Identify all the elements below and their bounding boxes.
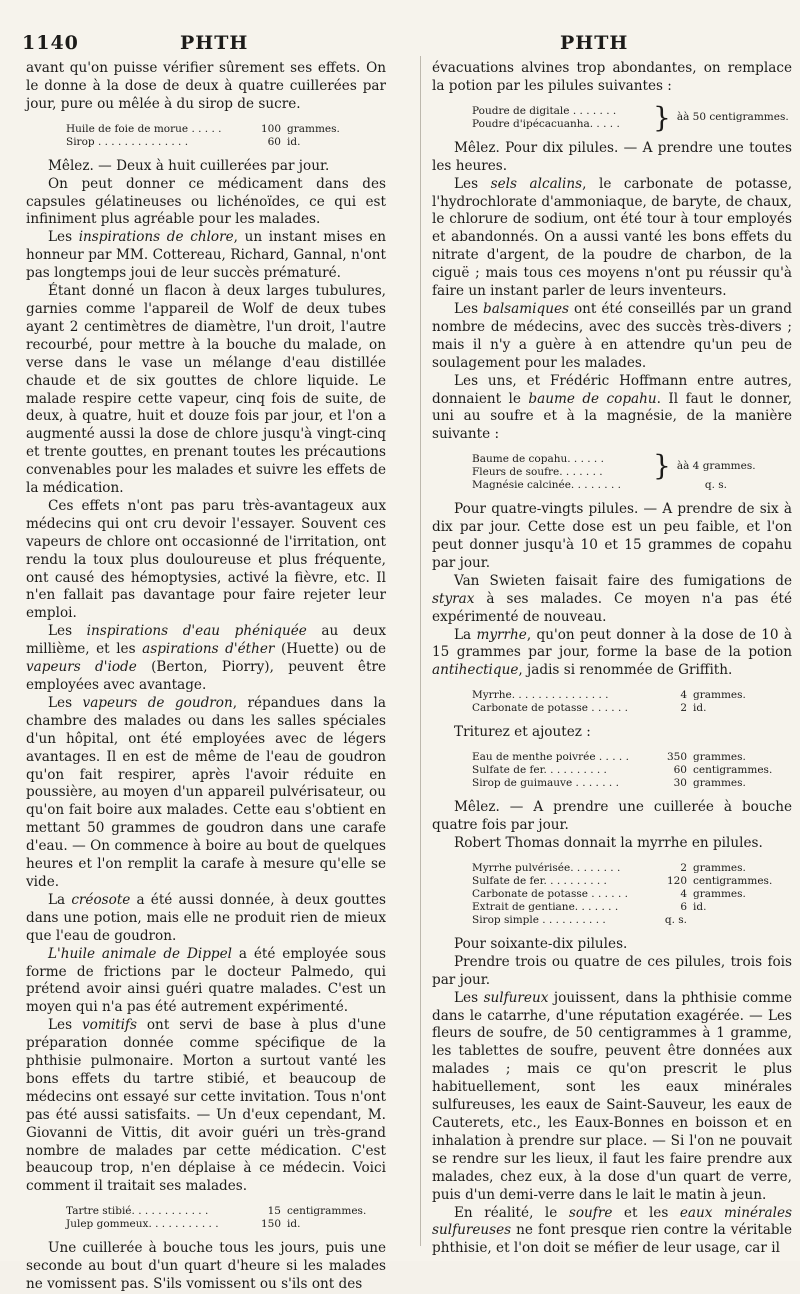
formula-dose: àà 4 grammes. [676,459,756,472]
formula-row: Extrait de gentiane. . . . . . . 6 id. [472,900,707,913]
formula-row: Sirop simple . . . . . . . . . . q. s. [472,913,687,926]
paragraph: En réalité, le soufre et les eaux minérales sulfureuses ne font presque rien contre la véritable phthisie, et l'on doit se méfier de leur usage, car il [432,1204,792,1257]
formula-tartar-emetic [66,1205,386,1231]
paragraph: Prendre trois ou quatre de ces pilules, trois fois par jour. [432,953,792,988]
paragraph: Les vomitifs ont servi de base à plus d'une préparation donnée comme spécifique de la phthisie pulmonaire. Morton a surtout vanté les bons effets du tartre stibié, et beaucoup de médecins ont essayé sur cette invitation. Tous n'ont pas été aussi satisfaits. — Un d'eux cependant, M. Giovanni de Vittis, dit avoir guéri un très-grand nombre de malades par cette médication. C'est beaucoup trop, n'en déplaise à ce médecin. Voici comment il traitait ses malades. [26,1017,386,1195]
formula-row: Carbonate de potasse . . . . . . 2 id. [472,702,707,715]
paragraph: Les inspirations de chlore, un instant mises en honneur par MM. Cottereau, Richard, Gannal, n'ont pas longtemps joui de leur succès prématuré. [26,229,386,282]
paragraph: Pour quatre-vingts pilules. — A prendre de six à dix par jour. Cette dose est un peu faible, et l'on peut donner jusqu'à 10 et 15 grammes de copahu par jour. [432,501,792,571]
paragraph: Étant donné un flacon à deux larges tubulures, garnies comme l'appareil de Wolf de deux tubes ayant 2 centimètres de diamètre, l'un droit, l'autre recourbé, pour mettre à la bouche du malade, on verse dans le vase un mélange d'eau distillée chaude et de six gouttes de chlore liquide. Le malade respire cette vapeur, cinq fois de suite, de deux, à quatre, huit et douze fois par jour, et l'on a augmenté aussi la dose de chlore jusqu'à vingt-cinq et trente gouttes, en prenant toutes les précautions convenables pour les malades et suivre les effets de la médication. [26,283,386,497]
paragraph: La créosote a été aussi donnée, à deux gouttes dans une potion, mais elle ne produit rien de mieux que l'eau de goudron. [26,891,387,944]
formula-cod-liver-oil [66,123,386,149]
column-divider [420,56,421,1246]
formula-row: Magnésie calcinée. . . . . . . . q. s. [472,479,727,492]
formula-row: Tartre stibié. . . . . . . . . . . . 15 centigrammes. [66,1205,367,1218]
brace-glyph: } [653,100,671,134]
formula-mint-water [472,751,792,790]
formula-row: Sirop . . . . . . . . . . . . . . 60 id. [66,135,301,148]
paragraph: Les balsamiques ont été conseillés par un grand nombre de médecins, avec des succès très-divers ; mais il n'y a guère à en attendre qu'un peu de soulagement pour les malades. [432,300,793,371]
formula-row: Sulfate de fer. . . . . . . . . . 60 centigrammes. [472,764,773,777]
paragraph: Pour soixante-dix pilules. [454,935,628,952]
formula-row: Carbonate de potasse . . . . . . 4 grammes. [472,887,746,900]
paragraph: Mêlez. — A prendre une cuillerée à bouche quatre fois par jour. [432,799,792,834]
formula-row: Eau de menthe poivrée . . . . . 350 grammes. [472,751,746,764]
paragraph: Mêlez. — Deux à huit cuillerées par jour. [48,157,330,174]
paragraph: avant qu'on puisse vérifier sûrement ses effets. On le donne à la dose de deux à quatre cuillerées par jour, pure ou mêlée à du sirop de sucre. [26,60,386,112]
formula-row: Huile de foie de morue . . . . . 100 grammes. [66,122,340,135]
formula-ingredient: Baume de copahu. . . . . . [472,453,604,466]
paragraph: Les sels alcalins, le carbonate de potasse, l'hydrochlorate d'ammoniaque, de baryte, de chaux, le chlorure de sodium, ont été tour à tour employés et abandonnés. On a aussi vanté les bons effets du nitrate d'argent, de la poudre de charbon, de la ciguë ; mais tous ces moyens n'ont pu réussir qu'à faire un instant parler de leurs inventeurs. [432,175,793,300]
paragraph: Les sulfureux jouissent, dans la phthisie comme dans le catarrhe, d'une réputation exagérée. — Les fleurs de soufre, de 50 centigrammes à 1 gramme, les tablettes de soufre, peuvent être données aux malades ; mais ce qu'on prescrit le plus habituellement, sont les eaux minérales sulfureuses, les eaux de Saint-Sauveur, les eaux de Cauterets, etc., les Eaux-Bonnes en boisson et en inhalation à prendre sur place. — Si l'on ne pouvait se rendre sur les lieux, il faut les faire prendre aux malades, chez eux, à la dose d'un quart de verre, puis d'un demi-verre dans le lait le matin à jeun. [432,989,792,1203]
paragraph: La myrrhe, qu'on peut donner à la dose de 10 à 15 grammes par jour, forme la base de la potion antihectique, jadis si renommée de Griffith. [432,626,792,679]
formula-row: Sirop de guimauve . . . . . . . 30 grammes. [472,777,746,790]
formula-copaiba [472,449,792,492]
paragraph: Les inspirations d'eau phéniquée au deux millième, et les aspirations d'éther (Huette) ou de vapeurs d'iode (Berton, Piorry), peuvent être employées avec avantage. [26,623,387,693]
brace-glyph: } [653,449,671,483]
paragraph: Ces effets n'ont pas paru très-avantageux aux médecins qui ont cru devoir l'essayer. Souvent ces vapeurs de chlore ont occasionné de l'irritation, ont rendu la toux plus douloureuse et plus fréquente, ont causé des hémoptysies, activé la fièvre, etc. Il n'en fallait pas davantage pour faire rejeter leur emploi. [26,497,386,622]
formula-ingredient: Poudre de digitale . . . . . . . [472,104,617,117]
paragraph: Les vapeurs de goudron, répandues dans la chambre des malades ou dans les salles spéciales d'un hôpital, ont été employées avec de légers avantages. Il en est de même de l'eau de goudron qu'on fait respirer, après l'avoir réduite en poussière, au moyen d'un appareil pulvérisateur, ou qu'on fait boire aux malades. Cette eau s'obtient en mettant 50 grammes de goudron dans une carafe d'eau. — On commence à boire au bout de quelques heures et l'on remplit la carafe à mesure qu'elle se vide. [26,694,387,890]
paragraph: évacuations alvines trop abondantes, on remplace la potion par les pilules suivantes : [432,60,792,94]
paragraph: Triturez et ajoutez : [454,724,591,741]
right-column [432,60,792,1258]
paragraph: Robert Thomas donnait la myrrhe en pilules. [454,835,763,851]
formula-digitalis [472,100,792,134]
formula-row: Myrrhe. . . . . . . . . . . . . . . 4 grammes. [472,689,746,702]
formula-row: Myrrhe pulvérisée. . . . . . . . 2 grammes. [472,861,746,874]
running-title-left: PHTH [180,32,249,54]
paragraph: L'huile animale de Dippel a été employée sous forme de frictions par le docteur Palmedo, qui prétend avoir ainsi guéri quatre malades. C'est un moyen qui n'a pas été autrement expérimenté. [26,945,386,1016]
formula-row: Sulfate de fer. . . . . . . . . . 120 centigrammes. [472,874,773,887]
left-column [26,60,386,1294]
paragraph: Van Swieten faisait faire des fumigations de styrax à ses malades. Ce moyen n'a pas été expérimenté de nouveau. [432,572,792,625]
formula-row: Julep gommeux. . . . . . . . . . . 150 id. [66,1218,301,1231]
formula-myrrh-pills [472,862,792,927]
formula-ingredient: Poudre d'ipécacuanha. . . . . [472,117,620,130]
paragraph: On peut donner ce médicament dans des capsules gélatineuses ou lichénoïdes, ce qui est infiniment plus agréable pour les malades. [26,175,386,228]
formula-myrrh [472,689,792,715]
paragraph: Les uns, et Frédéric Hoffmann entre autres, donnaient le baume de copahu. Il faut le donner, uni au soufre et à la magnésie, de la manière suivante : [432,372,792,443]
paragraph: Une cuillerée à bouche tous les jours, puis une seconde au bout d'un quart d'heure si les malades ne vomissent pas. S'ils vomissent ou s'ils ont des [26,1240,386,1293]
formula-ingredient: Fleurs de soufre. . . . . . . [472,466,603,479]
formula-dose: àà 50 centigrammes. [676,111,789,124]
page-number: 1140 [22,32,79,54]
paragraph: Mêlez. Pour dix pilules. — A prendre une toutes les heures. [432,139,792,174]
running-title-right: PHTH [560,32,629,54]
